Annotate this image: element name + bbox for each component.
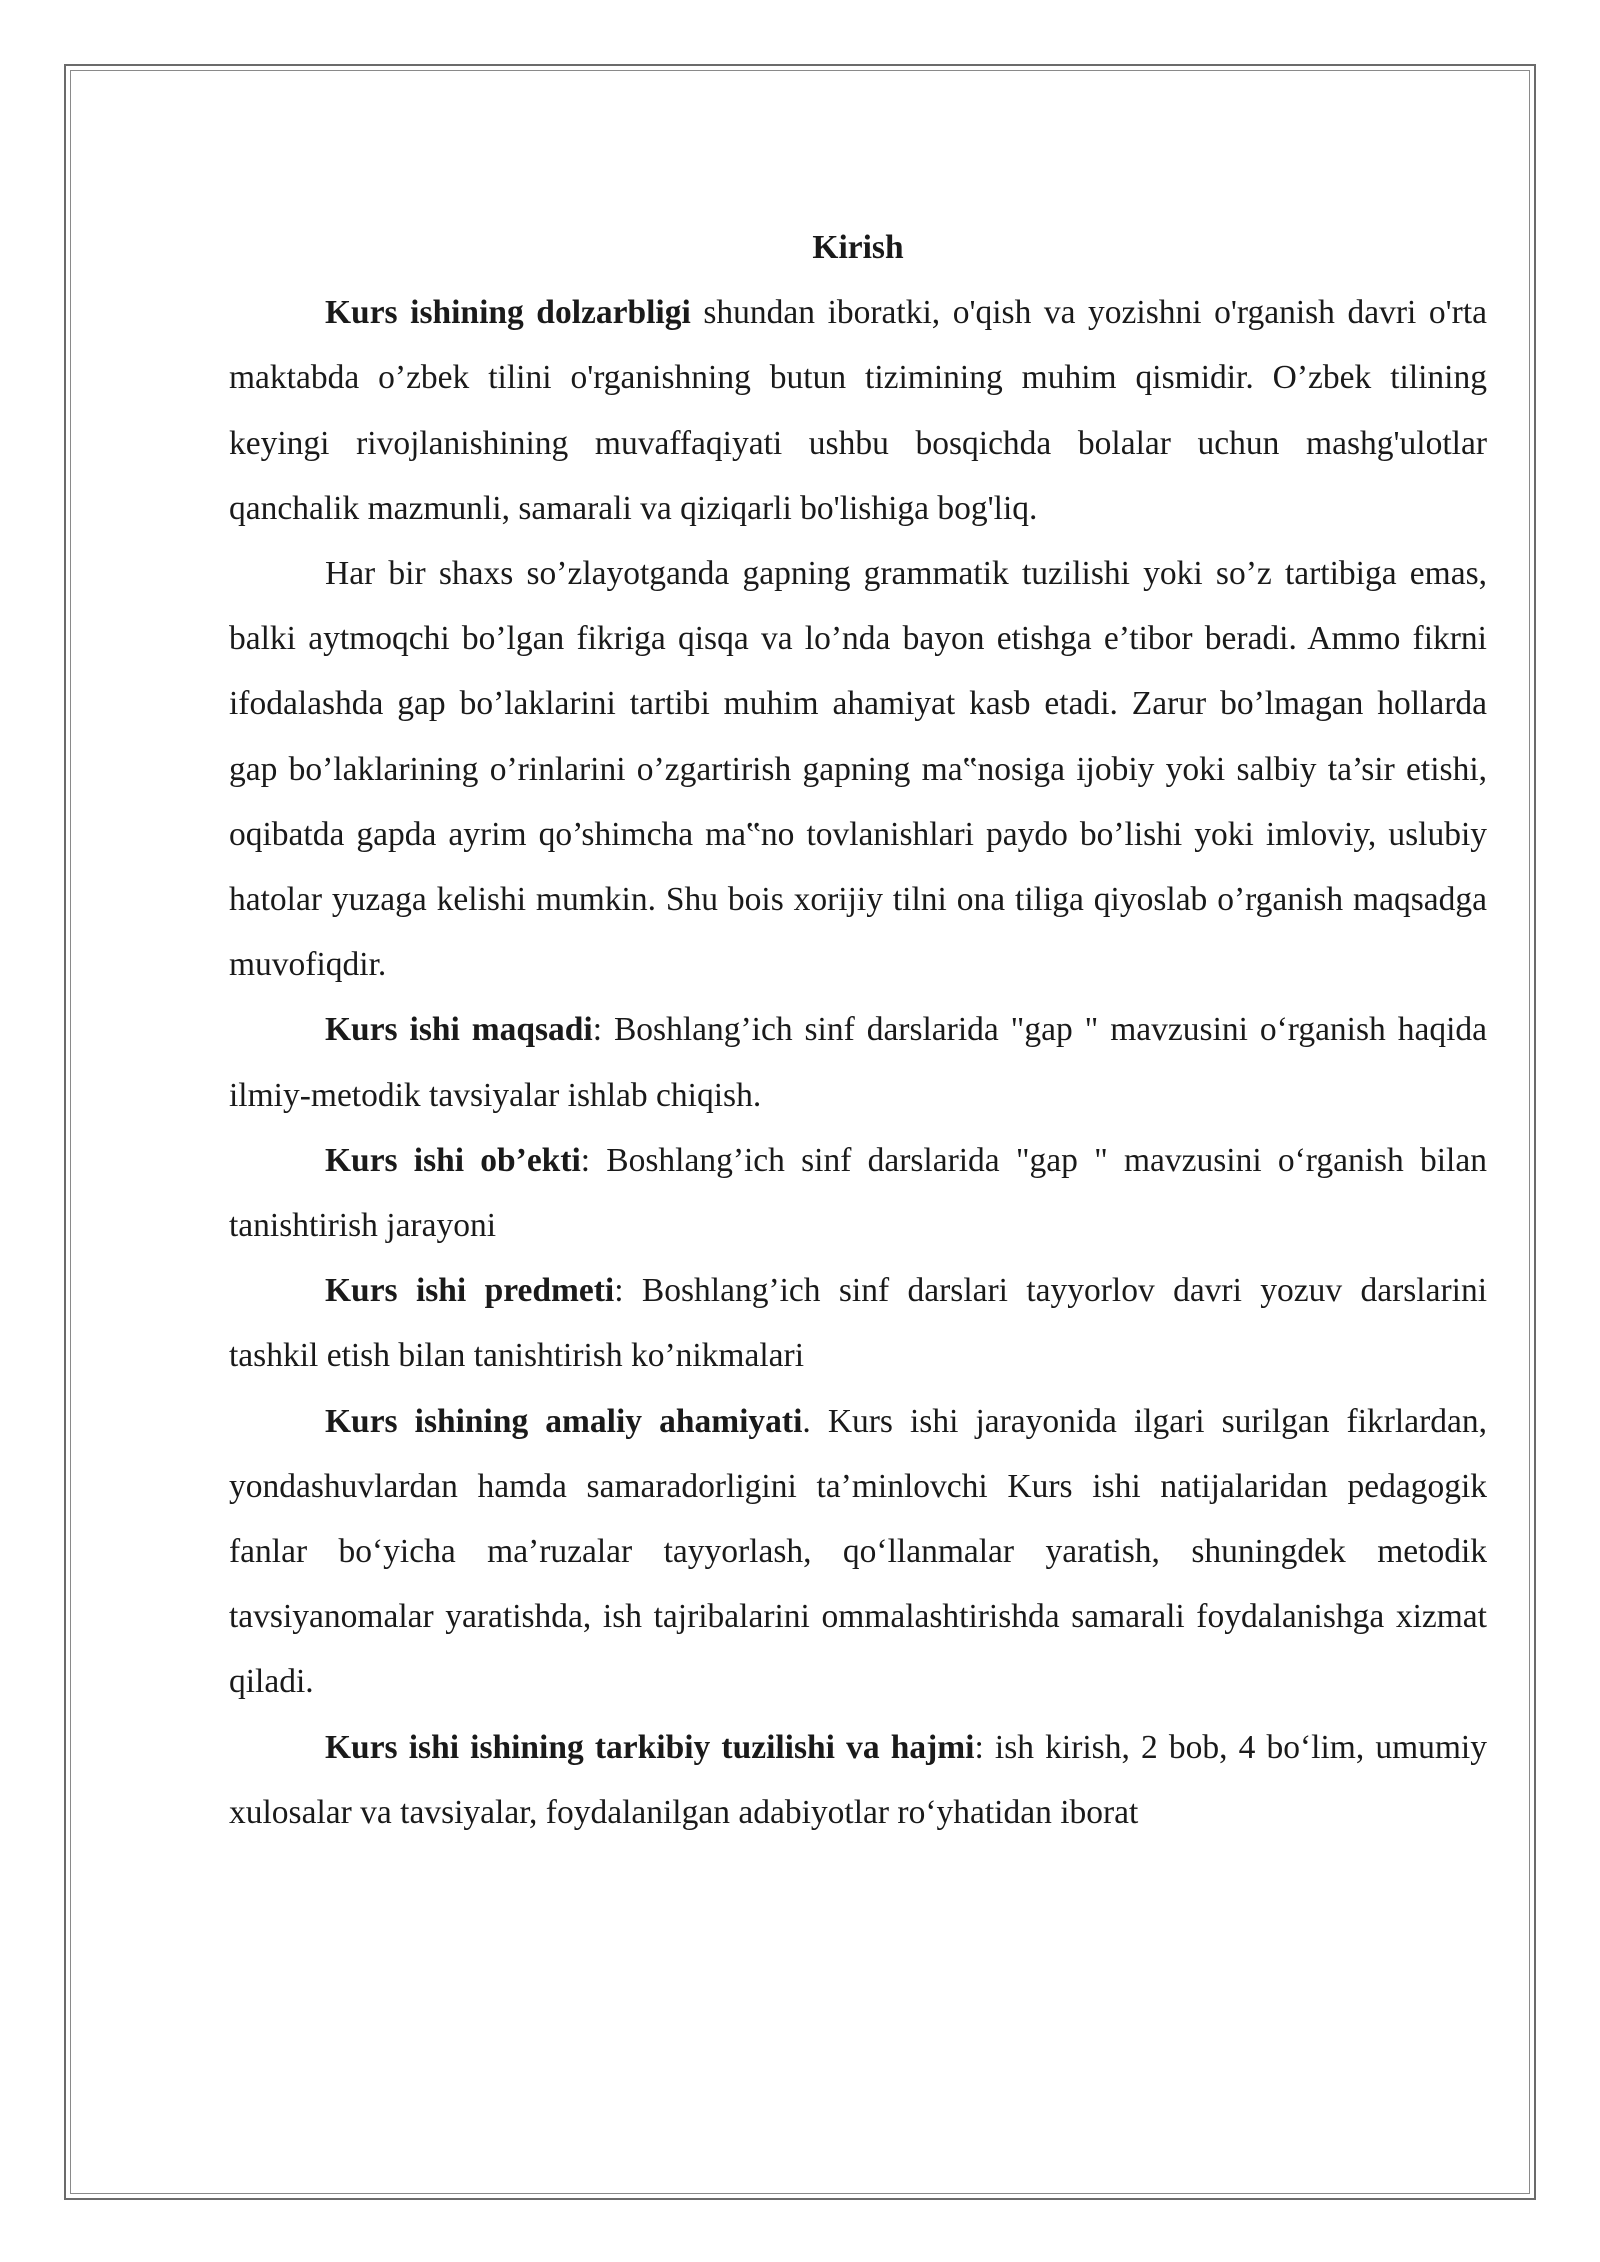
paragraph-word-order bbox=[229, 541, 1487, 997]
paragraph-goal bbox=[229, 997, 1487, 1127]
paragraph-text: : Boshlang’ich sinf darslari tayyorlov davri yozuv darslarini tashkil etish bilan tanishtirish ko’nikmalari bbox=[229, 1272, 1487, 1375]
paragraph-text: . Kurs ishi jarayonida ilgari surilgan fikrlardan, yondashuvlardan hamda samaradorligini ta’minlovchi Kurs ishi natijalaridan pedagogik fanlar bo‘yicha ma’ruzalar tayyorlash, qo‘llanmalar yaratish, shuningdek metodik tavsiyanomalar yaratishda, ish tajribalarini ommalashtirishda samarali foydalanishga xizmat qiladi. bbox=[229, 1402, 1488, 1701]
paragraph-lead: Kurs ishi ob’ekti bbox=[325, 1141, 581, 1179]
document-title: Kirish bbox=[812, 229, 904, 266]
paragraph-object bbox=[229, 1128, 1487, 1258]
paragraph-lead: Kurs ishi ishining tarkibiy tuzilishi va hajmi bbox=[325, 1728, 975, 1766]
document-body bbox=[229, 215, 1487, 1845]
paragraph-text: : ish kirish, 2 bob, 4 bo‘lim, umumiy xulosalar va tavsiyalar, foydalanilgan adabiyotlar ro‘yhatidan iborat bbox=[229, 1728, 1487, 1831]
paragraph-subject bbox=[229, 1258, 1487, 1388]
paragraph-lead: Kurs ishi maqsadi bbox=[325, 1011, 593, 1049]
paragraph-text: shundan iboratki, o'qish va yozishni o'rganish davri o'rta maktabda o’zbek tilini o'rganishning butun tizimining muhim qismidir. O’zbek tilining keyingi rivojlanishining muvaffaqiyati ushbu bosqichda bolalar uchun mashg'ulotlar qanchalik mazmunli, samarali va qiziqarli bo'lishiga bog'liq. bbox=[229, 294, 1487, 527]
paragraph-structure bbox=[229, 1715, 1487, 1845]
paragraph-lead: Kurs ishi predmeti bbox=[325, 1272, 615, 1310]
paragraph-text: : Boshlang’ich sinf darslarida "gap " mavzusini o‘rganish haqida ilmiy-metodik tavsiyalar ishlab chiqish. bbox=[229, 1011, 1487, 1114]
paragraph-lead: Kurs ishining amaliy ahamiyati bbox=[325, 1402, 803, 1440]
paragraph-lead: Kurs ishining dolzarbligi bbox=[325, 294, 691, 332]
paragraph-practical-value bbox=[229, 1389, 1487, 1715]
paragraph-relevance bbox=[229, 280, 1487, 541]
paragraph-text: Har bir shaxs so’zlayotganda gapning grammatik tuzilishi yoki so’z tartibiga emas, balki aytmoqchi bo’lgan fikriga qisqa va lo’nda bayon etishga e’tibor beradi. Ammo fikrni ifodalashda gap bo’laklarini tartibi muhim ahamiyat kasb etadi. Zarur bo’lmagan hollarda gap bo’laklarining o’rinlarini o’zgartirish gapning ma‟nosiga ijobiy yoki salbiy ta’sir etishi, oqibatda gapda ayrim qo’shimcha ma‟no tovlanishlari paydo bo’lishi yoki imloviy, uslubiy hatolar yuzaga kelishi mumkin. Shu bois xorijiy tilni ona tiliga qiyoslab o’rganish maqsadga muvofiqdir. bbox=[229, 555, 1487, 984]
paragraph-text: : Boshlang’ich sinf darslarida "gap " mavzusini o‘rganish bilan tanishtirish jarayoni bbox=[229, 1141, 1487, 1245]
